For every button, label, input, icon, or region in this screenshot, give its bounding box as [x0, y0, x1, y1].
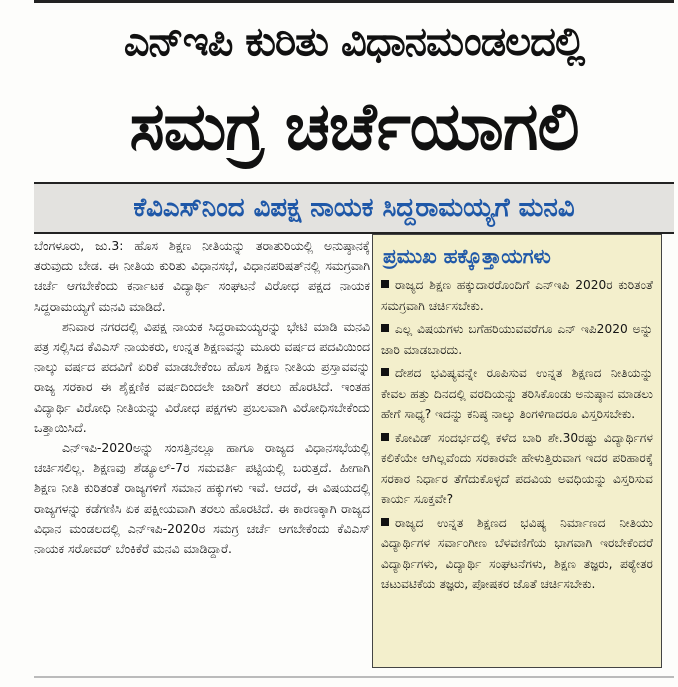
demand-item — [381, 275, 653, 316]
article-paragraph-3: ಎನ್‌ಇಪಿ-2020ಅನ್ನು ಸಂಸತ್ತಿನಲ್ಲೂ ಹಾಗೂ ರಾಜ್ಯದ ವಿಧಾನಸಭೆಯಲ್ಲಿ ಚರ್ಚಿಸಲಿಲ್ಲ. ಶಿಕ್ಷಣವು ಶೆಡ್ಯೂಲ್-7ರ ಸಮವರ್ತಿ ಪಟ್ಟಿಯಲ್ಲಿ ಬರುತ್ತದೆ. ಹೀಗಾಗಿ ಶಿಕ್ಷಣ ನೀತಿ ಕುರಿತಂತೆ ರಾಜ್ಯಗಳಿಗೆ ಸಮಾನ ಹಕ್ಕುಗಳು ಇವೆ. ಆದರೆ, ಈ ವಿಷಯದಲ್ಲಿ ರಾಜ್ಯಗಳನ್ನು ಕಡೆಗಣಿಸಿ ಏಕ ಪಕ್ಷೀಯವಾಗಿ ತರಲು ಹೊರಟಿದೆ. ಈ ಕಾರಣಕ್ಕಾಗಿ ರಾಜ್ಯದ ವಿಧಾನ ಮಂಡಲದಲ್ಲಿ ಎನ್‌ಇಪಿ-2020ರ ಸಮಗ್ರ ಚರ್ಚೆ ಆಗಬೇಕೆಂದು ಕೆವಿಎಸ್ ನಾಯಕ ಸರೋವರ್ ಬೆಂಕಿಕೆರೆ ಮನವಿ ಮಾಡಿದ್ದಾರೆ. — [34, 440, 370, 557]
demand-item — [381, 319, 653, 360]
demand-text: ದೇಶದ ಭವಿಷ್ಯವನ್ನೇ ರೂಪಿಸುವ ಉನ್ನತ ಶಿಕ್ಷಣದ ನೀತಿಯನ್ನು ಕೇವಲ ಹತ್ತು ದಿನದಲ್ಲಿ ವರದಿಯನ್ನು ತರಿಸಿಕೊಂಡು ಅನುಷ್ಠಾನ ಮಾಡಲು ಹೇಗೆ ಸಾಧ್ಯ? ಇದನ್ನು ಕನಿಷ್ಠ ನಾಲ್ಕು ತಿಂಗಳಿಗಾದರೂ ವಿಸ್ತರಿಸಬೇಕು. — [381, 366, 653, 421]
bullet-square-icon — [381, 433, 389, 441]
top-rule — [34, 0, 674, 3]
demand-text: ರಾಜ್ಯದ ಶಿಕ್ಷಣ ಹಕ್ಕುದಾರರೊಂದಿಗೆ ಎನ್‌ಇಪಿ 2020ರ ಕುರಿತಂತೆ ಸಮಗ್ರವಾಗಿ ಚರ್ಚಿಸಬೇಕು. — [381, 278, 653, 313]
article-body — [34, 236, 370, 559]
bullet-square-icon — [381, 324, 389, 332]
bullet-square-icon — [381, 368, 389, 376]
headline-line-2: ಸಮಗ್ರ ಚರ್ಚೆಯಾಗಲಿ — [129, 88, 579, 165]
bottom-rule — [34, 676, 674, 678]
bullet-square-icon — [381, 518, 389, 526]
demand-text: ರಾಜ್ಯದ ಉನ್ನತ ಶಿಕ್ಷಣದ ಭವಿಷ್ಯ ನಿರ್ಮಾಣದ ನೀತಿಯು ವಿದ್ಯಾರ್ಥಿಗಳ ಸರ್ವಾಂಗೀಣ ಬೆಳವಣಿಗೆಯ ಭಾಗವಾಗಿ ಇರಬೇಕೆಂದರೆ ವಿದ್ಯಾರ್ಥಿಗಳು, ವಿದ್ಯಾರ್ಥಿ ಸಂಘಟನೆಗಳು, ಶಿಕ್ಷಣ ತಜ್ಞರು, ಪಠ್ಯೇತರ ಚಟುವಟಿಕೆಯ ತಜ್ಞರು, ಪೋಷಕರ ಜೊತೆ ಚರ್ಚಿಸಬೇಕು. — [381, 515, 653, 591]
headline-line-1: ಎನ್‌ಇಪಿ ಕುರಿತು ವಿಧಾನಮಂಡಲದಲ್ಲಿ — [123, 19, 585, 65]
demand-text: ಕೋವಿಡ್ ಸಂದರ್ಭದಲ್ಲಿ ಕಳೆದ ಬಾರಿ ಶೇ.30ರಷ್ಟು ವಿದ್ಯಾರ್ಥಿಗಳ ಕಲಿಕೆಯೇ ಆಗಿಲ್ಲವೆಂದು ಸರಕಾರವೇ ಹೇಳುತ್ತಿರುವಾಗ ಇದರ ಪರಿಹಾರಕ್ಕೆ ಸರಕಾರ ನಿರ್ಧಾರ ತೆಗೆದುಕೊಳ್ಳದೆ ಪದವಿಯ ಅವಧಿಯನ್ನು ವಿಸ್ತರಿಸುವ ಕಾರ್ಯ ಸೂಕ್ತವೇ? — [381, 430, 653, 506]
demand-text: ಎಲ್ಲ ವಿಷಯಗಳು ಬಗೆಹರಿಯುವವರೆಗೂ ಎನ್ ಇಪಿ2020 ಅನ್ನು ಜಾರಿ ಮಾಡಬಾರದು. — [381, 322, 653, 357]
article-paragraph-2: ಶನಿವಾರ ನಗರದಲ್ಲಿ ವಿಪಕ್ಷ ನಾಯಕ ಸಿದ್ದರಾಮಯ್ಯರನ್ನು ಭೇಟಿ ಮಾಡಿ ಮನವಿ ಪತ್ರ ಸಲ್ಲಿಸಿದ ಕೆವಿಎಸ್ ನಾಯಕರು, ಉನ್ನತ ಶಿಕ್ಷಣವನ್ನು ಮೂರು ವರ್ಷದ ಪದವಿಯಿಂದ ನಾಲ್ಕು ವರ್ಷದ ಪದವಿಗೆ ಏರಿಕೆ ಮಾಡಬೇಕೆಂಬ ಹೊಸ ಶಿಕ್ಷಣ ನೀತಿಯ ಪ್ರಸ್ತಾವವನ್ನು ರಾಜ್ಯ ಸರಕಾರ ಈ ಶೈಕ್ಷಣಿಕ ವರ್ಷದಿಂದಲೇ ಜಾರಿಗೆ ತರಲು ಹೊರಟಿದೆ. ಇಂತಹ ವಿದ್ಯಾರ್ಥಿ ವಿರೋಧಿ ನೀತಿಯನ್ನು ವಿರೋಧ ಪಕ್ಷಗಳು ಪ್ರಬಲವಾಗಿ ವಿರೋಧಿಸಬೇಕೆಂದು ಒತ್ತಾಯಿಸಿದೆ. — [34, 318, 370, 435]
demands-list — [381, 275, 653, 598]
demands-box — [372, 234, 662, 668]
article-paragraph-1: ಬೆಂಗಳೂರು, ಜು.3: ಹೊಸ ಶಿಕ್ಷಣ ನೀತಿಯನ್ನು ತರಾತುರಿಯಲ್ಲಿ ಅನುಷ್ಠಾನಕ್ಕೆ ತರುವುದು ಬೇಡ. ಈ ನೀತಿಯ ಕುರಿತು ವಿಧಾನಸಭೆ, ವಿಧಾನಪರಿಷತ್‌ನಲ್ಲಿ ಸಮಗ್ರವಾಗಿ ಚರ್ಚೆ ಆಗಬೇಕೆಂದು ಕರ್ನಾಟಕ ವಿದ್ಯಾರ್ಥಿ ಸಂಘಟನೆ ವಿರೋಧ ಪಕ್ಷದ ನಾಯಕ ಸಿದ್ದರಾಮಯ್ಯಗೆ ಮನವಿ ಮಾಡಿದೆ. — [34, 238, 370, 314]
bullet-square-icon — [381, 280, 389, 288]
demand-item — [381, 513, 653, 595]
demand-item — [381, 428, 653, 510]
demands-box-title: ಪ್ರಮುಖ ಹಕ್ಕೊತ್ತಾಯಗಳು — [383, 244, 551, 268]
subheadline: ಕೆವಿಎಸ್‌ನಿಂದ ವಿಪಕ್ಷ ನಾಯಕ ಸಿದ್ದರಾಮಯ್ಯಗೆ ಮನವಿ — [34, 182, 674, 234]
demand-item — [381, 363, 653, 425]
